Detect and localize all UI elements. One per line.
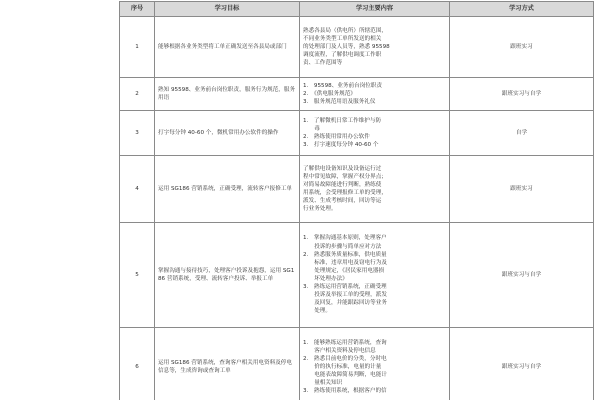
table-header-row [120, 2, 594, 17]
header-content: 学习主要内容 [300, 2, 450, 17]
content-line: 标准，违章用电及窃电行为及 [303, 259, 387, 266]
row-method: 跟班实习 [450, 17, 594, 78]
row-number: 6 [120, 328, 155, 400]
content-line: 了解供电设备知识及设备运行过 [303, 165, 382, 172]
content-line: 2. 《供电服务规范》 [303, 90, 356, 97]
content-line: 3. 服务规范用语及服务礼仪 [303, 99, 376, 106]
row-goal: 能够根据各业务类型将工单正确发送至各县局或部门 [155, 17, 300, 78]
content-line: 毒 [303, 125, 320, 132]
table-row [120, 17, 594, 78]
row-number: 3 [120, 111, 155, 156]
row-method: 跟班实习与自学 [450, 328, 594, 400]
header-no: 序号 [120, 2, 155, 17]
content-line: 行业务处理。 [303, 206, 337, 213]
header-goal: 学习目标 [155, 2, 300, 17]
row-content [300, 78, 450, 111]
content-line: 2. 熟悉目前电价的分类，分时电 [303, 355, 387, 362]
row-content-lines [303, 27, 446, 68]
row-method: 自学 [450, 111, 594, 156]
row-number: 4 [120, 156, 155, 223]
row-content-lines [303, 234, 446, 315]
content-line: 3. 熟练运用营销系统，正确受理 [303, 284, 387, 291]
content-line: 处理规定，《居民家用电器损 [303, 267, 385, 274]
row-content [300, 223, 450, 328]
content-line: 客户相关资料及停电信息 [303, 347, 376, 354]
content-line: 1. 能够熟练运用营销系统，查询 [303, 339, 387, 346]
study-plan-table [119, 1, 594, 400]
table-row [120, 328, 594, 400]
header-method: 学习方式 [450, 2, 594, 17]
row-number: 2 [120, 78, 155, 111]
content-line: 用系统，会受理报修工单的受理， [303, 190, 387, 196]
row-goal: 运用 SG186 营销系统，查询客户相关用电资料及停电信息等，生成咨询或查询工单 [155, 328, 300, 400]
content-line: 处理。 [303, 308, 331, 315]
table-row [120, 156, 594, 223]
row-content-lines [303, 339, 446, 396]
row-content [300, 328, 450, 400]
table-row [120, 78, 594, 111]
row-method: 跟班实习 [450, 156, 594, 223]
content-line: 1. 掌握沟通基本原则，处理客户 [303, 235, 387, 242]
content-line: 投诉的步骤与简单应对方法 [303, 243, 382, 250]
content-line: 熟悉各县局（供电所）所辖范围， [303, 27, 387, 34]
content-line: 及回复，并能跟踪回访等业务 [303, 300, 387, 307]
row-goal: 掌握沟通与接待技巧，处理客户投诉及抱怨，运用 SG186 营销系统，受理、流转客户投诉、举报工单 [155, 223, 300, 328]
content-line: 责、工作范围等 [303, 60, 343, 67]
row-method: 跟班实习与自学 [450, 78, 594, 111]
table-row [120, 111, 594, 156]
content-line: 量相关知识 [303, 380, 343, 387]
row-number: 5 [120, 223, 155, 328]
row-content-lines [303, 117, 446, 149]
content-line: 不同业务类型工单所发送的相关 [303, 35, 382, 42]
content-line: 1. 了解微机日常工作维护与防 [303, 117, 382, 124]
content-line: 1. 95598、业务前台岗位职责 [303, 82, 383, 89]
row-goal: 打字每分钟 40-60 个，微机常用办公软件的操作 [155, 111, 300, 156]
content-line: 3. 熟练使用系统，根据客户的信 [303, 388, 387, 395]
row-goal: 熟知 95598、业务前台岗位职责，服务行为规范，服务用语 [155, 78, 300, 111]
content-line: 价的执行标准，电量的计量 [303, 363, 382, 370]
row-number: 1 [120, 17, 155, 78]
row-goal: 运用 SG186 营销系统，正确受理，流转客户报修工单 [155, 156, 300, 223]
content-line: 派发、生成考核时间，回访等运 [303, 198, 382, 205]
content-line: 3. 打字速度每分钟 40-60 个 [303, 142, 379, 149]
content-line: 2. 熟悉服务质量标准，供电质量 [303, 251, 387, 258]
content-line: 调度流程，了解供电调度工作职 [303, 52, 382, 59]
content-line: 的处理部门及人员等，熟悉 95598 [303, 43, 390, 50]
row-content-lines [303, 82, 446, 106]
content-line: 电能表故障简易判断，电能计 [303, 372, 387, 379]
content-line: 对简易故障能进行判断，熟练使 [303, 181, 382, 188]
table-row [120, 223, 594, 328]
row-content-lines [303, 165, 446, 214]
content-line: 投诉及举报工单的受理，派发 [303, 292, 387, 299]
row-method: 跟班实习与自学 [450, 223, 594, 328]
content-line: 2. 熟练使用常用办公软件 [303, 134, 370, 140]
content-line: 程中常见故障，掌握产权分界点； [303, 173, 387, 180]
row-content [300, 156, 450, 223]
content-line: 坏处理办法》 [303, 276, 348, 282]
row-content [300, 111, 450, 156]
row-content [300, 17, 450, 78]
